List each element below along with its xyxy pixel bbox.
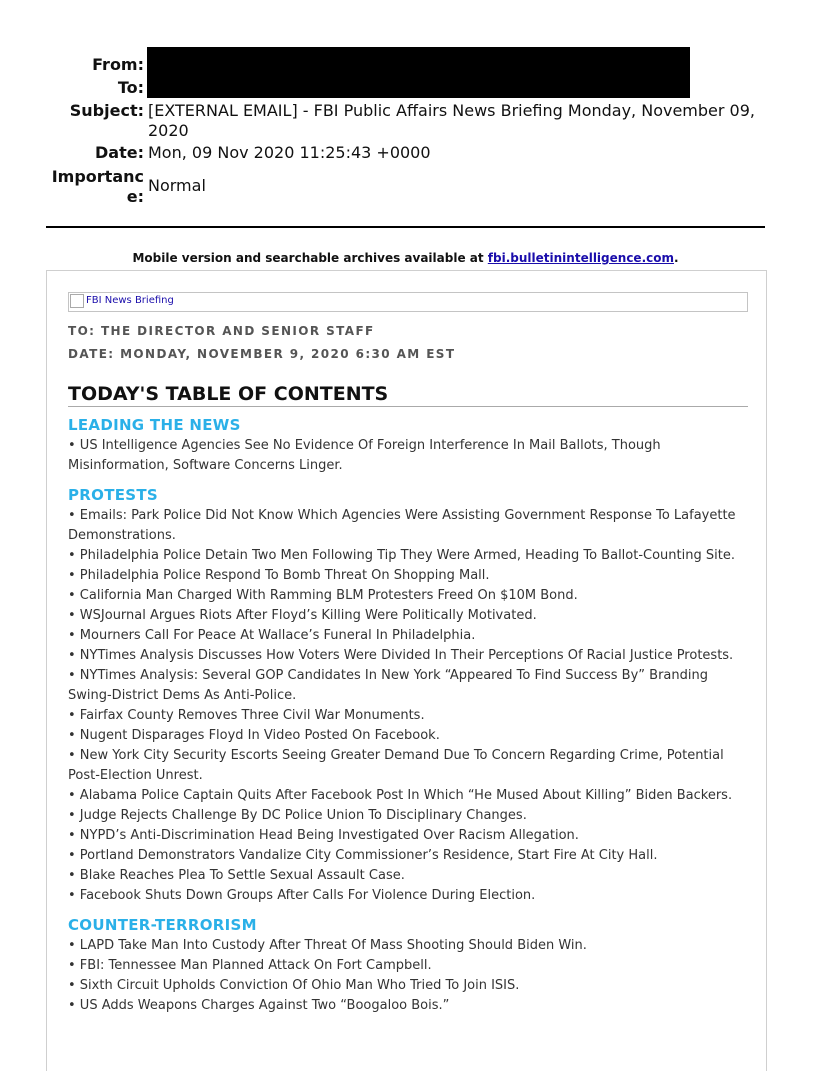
section-heading-counter-terrorism: COUNTER-TERRORISM: [68, 916, 257, 934]
mobile-notice-trailing: .: [673, 251, 679, 265]
subject-label: Subject:: [69, 101, 144, 120]
list-item[interactable]: • Emails: Park Police Did Not Know Which Agencies Were Assisting Government Response To Lafayette Demonstrations.: [68, 508, 736, 543]
section-heading-protests: PROTESTS: [68, 486, 159, 504]
list-item[interactable]: • Judge Rejects Challenge By DC Police Union To Disciplinary Changes.: [68, 808, 527, 823]
date-label: Date:: [95, 143, 144, 162]
to-label: To:: [117, 78, 144, 97]
list-item[interactable]: • Sixth Circuit Upholds Conviction Of Ohio Man Who Tried To Join ISIS.: [68, 978, 520, 993]
list-item[interactable]: • Philadelphia Police Respond To Bomb Threat On Shopping Mall.: [68, 568, 490, 583]
list-item[interactable]: • New York City Security Escorts Seeing Greater Demand Due To Concern Regarding Crime, Potential Post-Election Unrest.: [68, 748, 724, 783]
redaction-block: [147, 47, 690, 98]
list-item[interactable]: • Philadelphia Police Detain Two Men Following Tip They Were Armed, Heading To Ballot-Counting Site.: [68, 548, 735, 563]
list-item[interactable]: • Nugent Disparages Floyd In Video Posted On Facebook.: [68, 728, 440, 743]
list-item[interactable]: • WSJournal Argues Riots After Floyd’s Killing Were Politically Motivated.: [68, 608, 537, 623]
list-item[interactable]: • LAPD Take Man Into Custody After Threat Of Mass Shooting Should Biden Win.: [68, 938, 587, 953]
header-divider: [46, 226, 765, 228]
importance-value: Normal: [148, 176, 206, 195]
list-item[interactable]: • US Intelligence Agencies See No Evidence Of Foreign Interference In Mail Ballots, Though Misinformation, Software Concerns Linger.: [68, 438, 661, 473]
logo-alt-text: FBI News Briefing: [86, 295, 174, 306]
list-item[interactable]: • Mourners Call For Peace At Wallace’s Funeral In Philadelphia.: [68, 628, 476, 643]
list-item[interactable]: • US Adds Weapons Charges Against Two “Boogaloo Bois.”: [68, 998, 450, 1013]
subject-value: [EXTERNAL EMAIL] - FBI Public Affairs News Briefing Monday, November 09, 2020: [148, 101, 755, 140]
list-item[interactable]: • NYTimes Analysis Discusses How Voters Were Divided In Their Perceptions Of Racial Justice Protests.: [68, 648, 734, 663]
list-item[interactable]: • Alabama Police Captain Quits After Facebook Post In Which “He Mused About Killing” Biden Backers.: [68, 788, 733, 803]
list-item[interactable]: • NYPD’s Anti-Discrimination Head Being Investigated Over Racism Allegation.: [68, 828, 579, 843]
list-item[interactable]: • Facebook Shuts Down Groups After Calls For Violence During Election.: [68, 888, 536, 903]
list-item[interactable]: • California Man Charged With Ramming BLM Protesters Freed On $10M Bond.: [68, 588, 578, 603]
section-items-leading-the-news: [68, 436, 748, 476]
importance-label: Importance:: [51, 167, 144, 206]
toc-title: TODAY'S TABLE OF CONTENTS: [68, 383, 748, 407]
mobile-notice: [46, 251, 765, 265]
list-item[interactable]: • Fairfax County Removes Three Civil War Monuments.: [68, 708, 425, 723]
list-item[interactable]: • NYTimes Analysis: Several GOP Candidates In New York “Appeared To Find Success By” Branding Swing-District Dems As Anti-Police.: [68, 668, 708, 703]
section-items-protests: [68, 506, 748, 906]
from-label: From:: [92, 55, 144, 74]
list-item[interactable]: • Blake Reaches Plea To Settle Sexual Assault Case.: [68, 868, 405, 883]
date-value: Mon, 09 Nov 2020 11:25:43 +0000: [148, 143, 431, 162]
list-item[interactable]: • FBI: Tennessee Man Planned Attack On Fort Campbell.: [68, 958, 432, 973]
to-line: TO: THE DIRECTOR AND SENIOR STAFF: [68, 324, 375, 338]
logo-banner: [68, 292, 748, 312]
section-heading-leading-the-news: LEADING THE NEWS: [68, 416, 241, 434]
section-items-counter-terrorism: [68, 936, 748, 1016]
broken-image-icon: [70, 294, 84, 308]
list-item[interactable]: • Portland Demonstrators Vandalize City Commissioner’s Residence, Start Fire At City Hall.: [68, 848, 658, 863]
date-line: DATE: MONDAY, NOVEMBER 9, 2020 6:30 AM EST: [68, 347, 456, 361]
mobile-notice-text: Mobile version and searchable archives available at: [132, 251, 488, 265]
archive-link[interactable]: fbi.bulletinintelligence.com: [487, 251, 674, 265]
